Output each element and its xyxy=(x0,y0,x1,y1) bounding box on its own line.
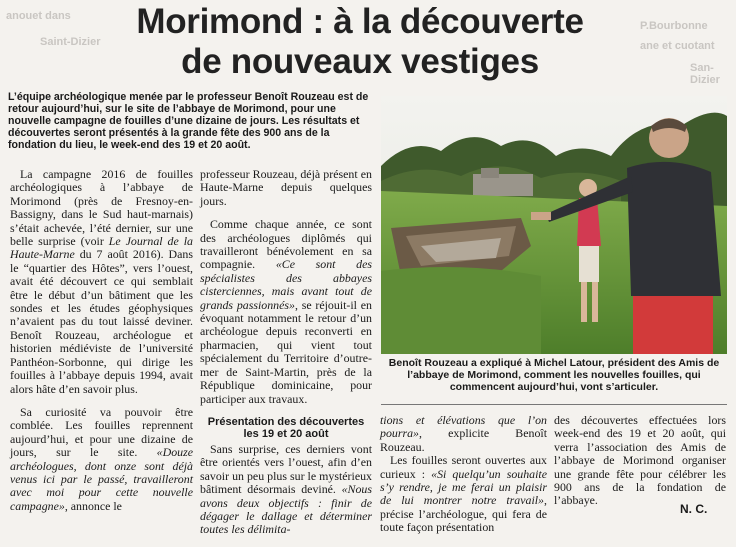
paragraph: professeur Rouzeau, déjà présent en Haute-Marne depuis quelques jours. xyxy=(200,167,372,208)
author-signature: N. C. xyxy=(680,502,708,516)
text-run-italic: tions et élévations que l’on pourra» xyxy=(380,413,547,441)
headline-line-2: de nouveaux vestiges xyxy=(181,42,539,81)
column-1 xyxy=(10,168,193,523)
text-run: Comme chaque année, ce sont des archéologues diplômés qui travailleront bénévolement en sa compagnie. xyxy=(200,217,372,272)
photo-illustration xyxy=(381,96,727,354)
headline-line-1: Morimond : à la découverte xyxy=(136,2,584,41)
subheading: Présentation des découvertes les 19 et 20 août xyxy=(207,415,365,441)
text-run-italic: «Nous avons deux objectifs : finir de dégager le dallage et déterminer toutes les délimita- xyxy=(200,482,372,537)
text-run: Sans surprise, ces derniers vont être orientés vers l’ouest, afin d’en savoir un peu plus sur le mystérieux bâtiment désormais deviné. xyxy=(200,441,372,497)
paragraph xyxy=(10,168,193,396)
divider xyxy=(381,404,727,405)
text-run: Sa curiosité va pouvoir être comblée. Les fouilles reprennent aujourd’hui, et pour une dizaine de jours, sur le site. xyxy=(10,404,193,460)
photo-caption: Benoît Rouzeau a expliqué à Michel Latour, président des Amis de l’abbaye de Morimond, comment les nouvelles fouilles, qui commencent aujourd’hui, vont s’articuler. xyxy=(388,357,720,394)
bleed-text: ane et cuotant xyxy=(640,40,715,52)
column-2 xyxy=(200,168,372,547)
bleed-text: P.Bourbonne xyxy=(640,20,708,32)
bleed-text: San-Dizier xyxy=(690,62,720,86)
text-run: du 7 août 2016). Dans le “quartier des Hôtes”, vers l’ouest, avait été découvert ce qui semblait être le début d’un bâtiment que les sondes et les études géophysiques n’avaient pas du tout laissé deviner. Benoît Rouzeau, archéologue et historien médiéviste de l’université Panthéon-Sorbonne, qui dirige les fouilles à l’abbaye depuis 1994, avait alors hâte d’en savoir plus. xyxy=(10,247,193,396)
article-headline xyxy=(40,2,680,82)
text-run: , annonce le xyxy=(64,498,122,513)
text-run: La campagne 2016 de fouilles archéologiques à l’abbaye de Morimond (près de Fresnoy-en-Bassigny, dans le Sud haut-marnais) s’était achevée, l’été dernier, sur une belle surprise (voir xyxy=(10,167,193,249)
article-photo xyxy=(381,96,727,354)
column-3 xyxy=(380,414,547,545)
text-run-italic: «Si quelqu’un souhaite s’y rendre, je me ferai un plaisir de lui montrer notre travail» xyxy=(380,466,547,508)
paragraph xyxy=(10,406,193,513)
text-run: , explicite Benoît Rouzeau. xyxy=(380,426,547,454)
text-run-italic: Le Journal de la Haute-Marne xyxy=(10,234,193,262)
text-run: Les fouilles seront ouvertes aux curieux : xyxy=(380,453,547,481)
bleed-text: Saint-Dizier xyxy=(40,36,101,48)
text-run: , se réjouit-il en évoquant notamment le retour d’un archéologue depuis reconverti en pharmacien, qui vient tout spécialement du Territoire d’outre-mer de Saint-Martin, près de la République dominicaine, pour participer aux travaux. xyxy=(200,297,372,406)
paragraph xyxy=(200,218,372,406)
text-run-italic: «Douze archéologues, dont onze sont déjà venus ici par le passé, travailleront avec moi pour cette nouvelle campagne» xyxy=(10,445,193,513)
text-run: , précise l’archéologue, qui fera de toute façon présentation xyxy=(380,493,547,535)
article-lead: L’équipe archéologique menée par le professeur Benoît Rouzeau est de retour aujourd’hui, sur le site de l’abbaye de Morimond, pour une nouvelle campagne de fouilles d’une dizaine de jours. Les résultats et découvertes seront présentés à la grande fête des 900 ans de la fondation du lieu, le week-end des 19 et 20 août. xyxy=(8,91,369,152)
paragraph xyxy=(380,414,547,454)
bleed-text: anouet dans xyxy=(6,10,71,22)
paragraph: des découvertes effectuées lors week-end des 19 et 20 août, qui verra l’association des Amis de l’abbaye de Morimond organiser une grande fête pour célébrer les 900 ans de la fondation de l’abbaye. xyxy=(554,413,726,508)
text-run-italic: «Ce sont des spécialistes des abbayes cisterciennes, mais avant tout de grands passionnés» xyxy=(200,257,372,312)
